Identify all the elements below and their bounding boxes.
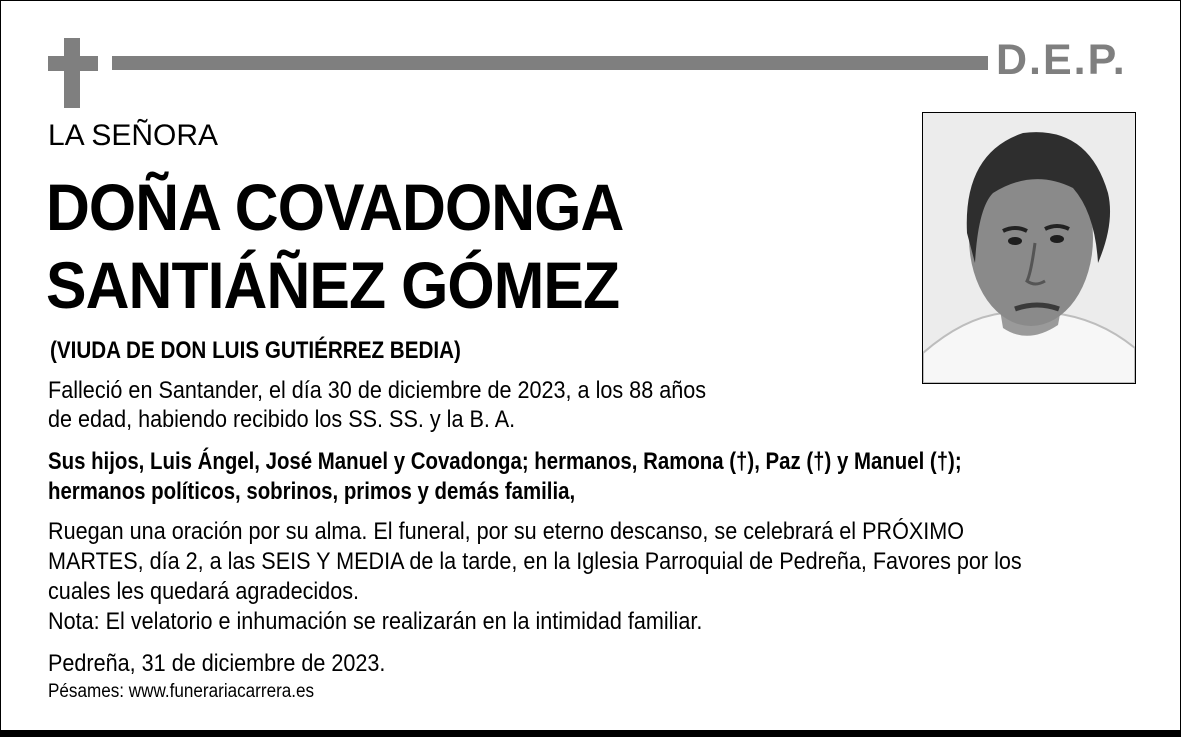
death-line-1: Falleció en Santander, el día 30 de diciembre de 2023, a los 88 años bbox=[48, 377, 707, 404]
family-line-2: hermanos políticos, sobrinos, primos y demás familia, bbox=[48, 478, 576, 505]
portrait-icon bbox=[923, 113, 1135, 383]
deceased-name-line1: DOÑA COVADONGA bbox=[46, 170, 624, 244]
spouse-note: (VIUDA DE DON LUIS GUTIÉRREZ BEDIA) bbox=[50, 337, 461, 364]
family-line-1: Sus hijos, Luis Ángel, José Manuel y Covadonga; hermanos, Ramona (†), Paz (†) y Manuel (†); bbox=[48, 448, 962, 475]
place-date: Pedreña, 31 de diciembre de 2023. bbox=[48, 650, 386, 677]
bottom-bar bbox=[0, 730, 1181, 737]
header-rule bbox=[112, 56, 988, 70]
portrait-photo bbox=[922, 112, 1136, 384]
death-line-2: de edad, habiendo recibido los SS. SS. y la B. A. bbox=[48, 406, 516, 433]
deceased-name-line2: SANTIÁÑEZ GÓMEZ bbox=[46, 248, 620, 322]
cross-icon bbox=[48, 38, 98, 108]
condolences-link[interactable]: Pésames: www.funerariacarrera.es bbox=[48, 681, 315, 702]
deceased-name bbox=[46, 168, 623, 324]
honorific: LA SEÑORA bbox=[48, 119, 219, 152]
note-line: Nota: El velatorio e inhumación se realizarán en la intimidad familiar. bbox=[48, 608, 703, 635]
funeral-line-3: cuales les quedará agradecidos. bbox=[48, 578, 360, 605]
funeral-line-2: MARTES, día 2, a las SEIS Y MEDIA de la tarde, en la Iglesia Parroquial de Pedreña, Favores por los bbox=[48, 548, 1022, 575]
funeral-line-1: Ruegan una oración por su alma. El funeral, por su eterno descanso, se celebrará el PRÓXIMO bbox=[48, 518, 965, 545]
dep-label: D.E.P. bbox=[996, 36, 1127, 84]
